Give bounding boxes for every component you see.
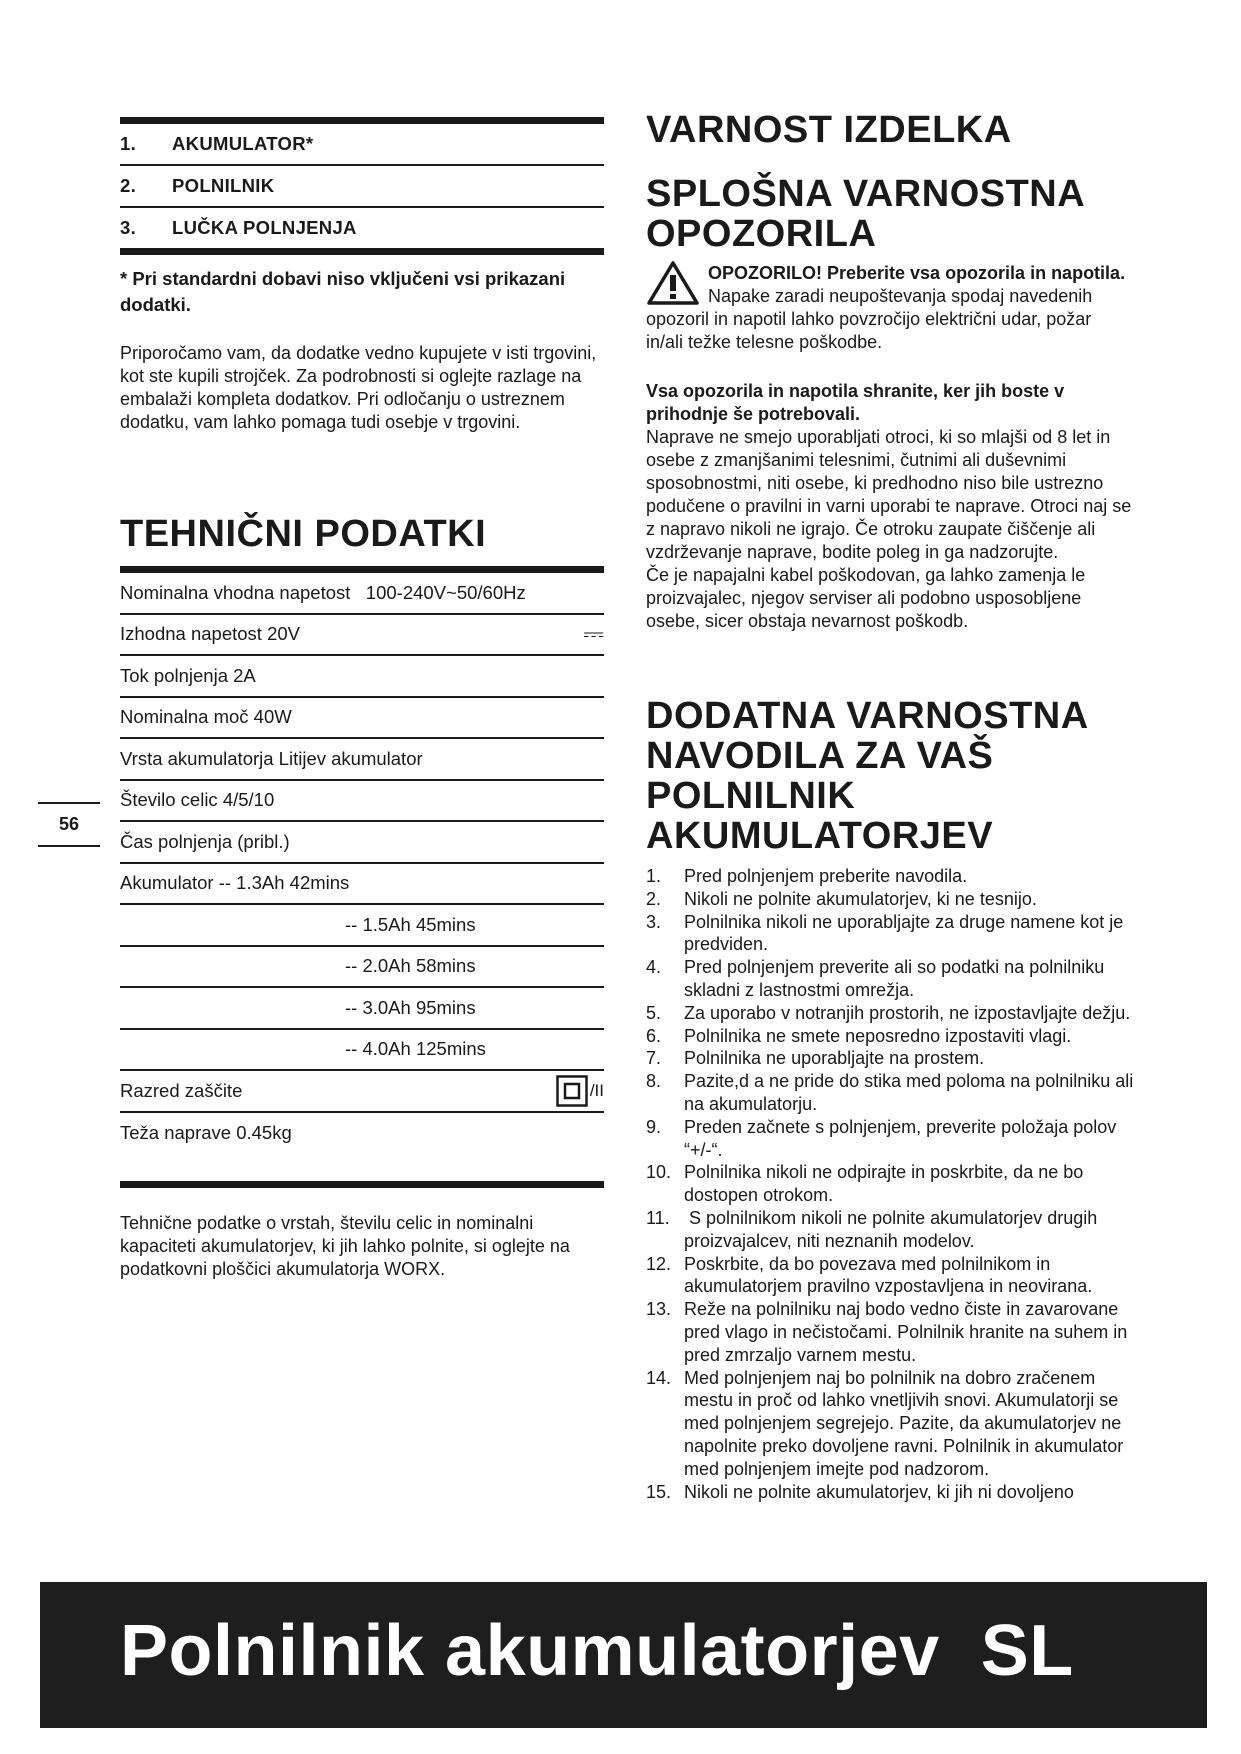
footer-band — [40, 1582, 1207, 1728]
spec-row — [120, 947, 604, 989]
item-text: Pred polnjenjem preverite ali so podatki na polnilniku skladni z lastnostmi omrežja. — [684, 957, 1105, 1000]
list-item — [646, 1002, 1136, 1025]
spec-row — [120, 781, 604, 823]
part-item — [120, 208, 604, 248]
spec-text: Nominalna moč 40W — [120, 706, 292, 728]
item-number: 12. — [646, 1253, 672, 1274]
spec-text: Tok polnjenja 2A — [120, 664, 256, 686]
part-item — [120, 166, 604, 208]
item-text: S polnilnikom nikoli ne polnite akumulatorjev drugih proizvajalcev, niti neznanih modelov. — [684, 1207, 1103, 1251]
spec-row — [120, 656, 604, 698]
warning-icon — [646, 260, 700, 306]
part-number: 3. — [120, 217, 137, 238]
item-text: Nikoli ne polnite akumulatorjev, ki ne tesnijo. — [684, 888, 1037, 909]
list-item — [646, 911, 1136, 957]
spec-row — [120, 573, 604, 615]
item-number: 2. — [646, 888, 662, 909]
part-label: LUČKA POLNJENJA — [172, 217, 357, 238]
class-suffix: /II — [589, 1080, 604, 1100]
extra-heading: DODATNA VARNOSTNA NAVODILA ZA VAŠ POLNILNIK AKUMULATORJEV — [646, 695, 1088, 857]
item-number: 7. — [646, 1048, 662, 1069]
item-number: 14. — [646, 1367, 672, 1388]
class-ii-symbol — [556, 1071, 604, 1111]
divider — [120, 566, 604, 573]
part-label: POLNILNIK — [172, 175, 275, 196]
spec-text: Razred zaščite — [120, 1079, 243, 1101]
warning-text: Napake zaradi neupoštevanja spodaj navedenih opozoril in napotil lahko povzročijo električni udar, požar in/ali težke telesne poškodbe. — [646, 286, 1093, 352]
spec-row — [120, 905, 604, 947]
item-text: Polnilnika nikoli ne odpirajte in poskrbite, da ne bo dostopen otrokom. — [684, 1162, 1084, 1206]
warning-block — [646, 262, 1132, 633]
item-number: 9. — [646, 1116, 662, 1137]
list-item — [646, 1116, 1136, 1162]
list-item — [646, 865, 1136, 888]
divider — [120, 1181, 604, 1188]
parts-list — [120, 117, 604, 255]
spec-text: Vrsta akumulatorja Litijev akumulator — [120, 747, 423, 769]
item-text: Pazite,d a ne pride do stika med poloma na polnilniku ali na akumulatorju. — [684, 1071, 1134, 1114]
item-text: Med polnjenjem naj bo polnilnik na dobro zračenem mestu in proč od lahko vnetljivih snovi. Akumulatorji se med polnjenjem segrejejo. Pazite, da akumulatorjev ne napolnite preko dovoljene ravni. Polnilnik in akumulator med polnjenjem imejte pod nadzorom. — [684, 1367, 1124, 1479]
list-item — [646, 956, 1136, 1002]
tech-table — [120, 573, 604, 1154]
safety-title: VARNOST IZDELKA — [646, 109, 1012, 151]
item-text: Za uporabo v notranjih prostorih, ne izpostavljajte dežju. — [684, 1002, 1131, 1023]
spec-row — [120, 1113, 604, 1155]
tech-heading: TEHNIČNI PODATKI — [120, 513, 487, 555]
item-number: 5. — [646, 1002, 662, 1023]
spec-text: Izhodna napetost 20V — [120, 623, 301, 645]
spec-row — [120, 615, 604, 657]
spec-text: -- 4.0Ah 125mins — [345, 1038, 486, 1060]
dc-symbol-icon: ⎓ — [583, 618, 604, 649]
item-number: 1. — [646, 866, 662, 886]
tech-footnote: Tehnične podatke o vrstah, številu celic in nominalni kapaciteti akumulatorjev, ki jih lahko polnite, si oglejte na podatkovni ploščici akumulatorja WORX. — [120, 1213, 570, 1279]
item-text: Polnilnika nikoli ne uporabljajte za druge namene kot je predviden. — [684, 911, 1124, 955]
cable-paragraph: Če je napajalni kabel poškodovan, ga lahko zamenja le proizvajalec, njegov serviser ali podobno usposobljene osebe, sicer obstaja nevarnost poškodb. — [646, 565, 1086, 631]
accessories-paragraph: Priporočamo vam, da dodatke vedno kupujete v isti trgovini, kot ste kupili strojček. Za podrobnosti si oglejte razlage na embalaži kompleta dodatkov. Pri odločanju o ustreznem dodatku, vam lahko pomaga tudi osebje v trgovini. — [120, 343, 597, 432]
list-item — [646, 1070, 1136, 1116]
item-text: Pred polnjenjem preberite navodila. — [684, 866, 968, 886]
spec-text: Število celic 4/5/10 — [120, 789, 275, 811]
part-label: AKUMULATOR* — [172, 133, 314, 154]
safety-rules-list — [646, 865, 1136, 1503]
divider — [120, 248, 604, 255]
part-item — [120, 124, 604, 166]
spec-text: -- 2.0Ah 58mins — [345, 955, 476, 977]
spec-row — [120, 698, 604, 740]
children-paragraph: Naprave ne smejo uporabljati otroci, ki so mlajši od 8 let in osebe z zmanjšanimi telesnimi, čutnimi ali duševnimi sposobnostmi, niti osebe, ki predhodno niso bile ustrezno podučene o pravilni in varni uporabi te naprave. Otroci naj se z napravo nikoli ne igrajo. Če otroku zaupate čiščenje ali vzdrževanje naprave, bodite poleg in ga nadzorujte. — [646, 427, 1132, 562]
item-text: Preden začnete s polnjenjem, preverite položaja polov “+/-“. — [684, 1116, 1117, 1160]
list-item — [646, 1253, 1136, 1299]
item-number: 8. — [646, 1071, 662, 1092]
list-item — [646, 1025, 1136, 1048]
spec-row — [120, 739, 604, 781]
keep-instructions: Vsa opozorila in napotila shranite, ker jih boste v prihodnje še potrebovali. — [646, 381, 1065, 424]
item-text: Reže na polnilniku naj bodo vedno čiste in zavarovane pred vlago in nečistočami. Polnilnik hranite na suhem in pred zmrzaljo varnem mestu. — [684, 1299, 1128, 1365]
safety-subtitle: SPLOŠNA VARNOSTNA OPOZORILA — [646, 173, 1084, 255]
item-number: 10. — [646, 1162, 672, 1183]
list-item — [646, 1047, 1136, 1070]
list-item — [646, 1161, 1136, 1207]
item-number: 15. — [646, 1481, 672, 1502]
spec-row — [120, 1030, 604, 1072]
spec-text: -- 1.5Ah 45mins — [345, 913, 476, 935]
item-number: 13. — [646, 1299, 672, 1320]
divider — [120, 117, 604, 124]
footer-title: Polnilnik akumulatorjev SL — [120, 1611, 1074, 1691]
spec-row — [120, 1071, 604, 1113]
item-text: Poskrbite, da bo povezava med polnilnikom in akumulatorjem pravilno vzpostavljena in neovirana. — [684, 1253, 1093, 1297]
list-item — [646, 1298, 1136, 1366]
item-number: 4. — [646, 957, 662, 978]
part-number: 1. — [120, 133, 137, 154]
spec-text: Nominalna vhodna napetost 100-240V~50/60Hz — [120, 581, 526, 603]
list-item — [646, 1207, 1136, 1253]
spec-text: Teža naprave 0.45kg — [120, 1122, 292, 1144]
spec-row — [120, 822, 604, 864]
spec-row — [120, 988, 604, 1030]
spec-row — [120, 864, 604, 906]
item-text: Polnilnika ne smete neposredno izpostaviti vlagi. — [684, 1025, 1072, 1046]
item-text: Nikoli ne polnite akumulatorjev, ki jih ni dovoljeno — [684, 1481, 1074, 1502]
list-item — [646, 1367, 1136, 1481]
item-text: Polnilnika ne uporabljajte na prostem. — [684, 1048, 985, 1069]
item-number: 11. — [646, 1207, 670, 1228]
warning-bold: OPOZORILO! Preberite vsa opozorila in napotila. — [708, 263, 1126, 283]
parts-note: * Pri standardni dobavi niso vključeni vsi prikazani dodatki. — [120, 268, 566, 315]
list-item — [646, 1481, 1136, 1504]
spec-text: Čas polnjenja (pribl.) — [120, 830, 290, 852]
item-number: 3. — [646, 911, 662, 932]
item-number: 6. — [646, 1025, 662, 1046]
spec-text: -- 3.0Ah 95mins — [345, 996, 476, 1018]
double-insulation-icon — [556, 1075, 588, 1107]
part-number: 2. — [120, 175, 137, 196]
page-number: 56 — [38, 802, 100, 847]
spec-text: Akumulator -- 1.3Ah 42mins — [120, 872, 350, 894]
list-item — [646, 888, 1136, 911]
